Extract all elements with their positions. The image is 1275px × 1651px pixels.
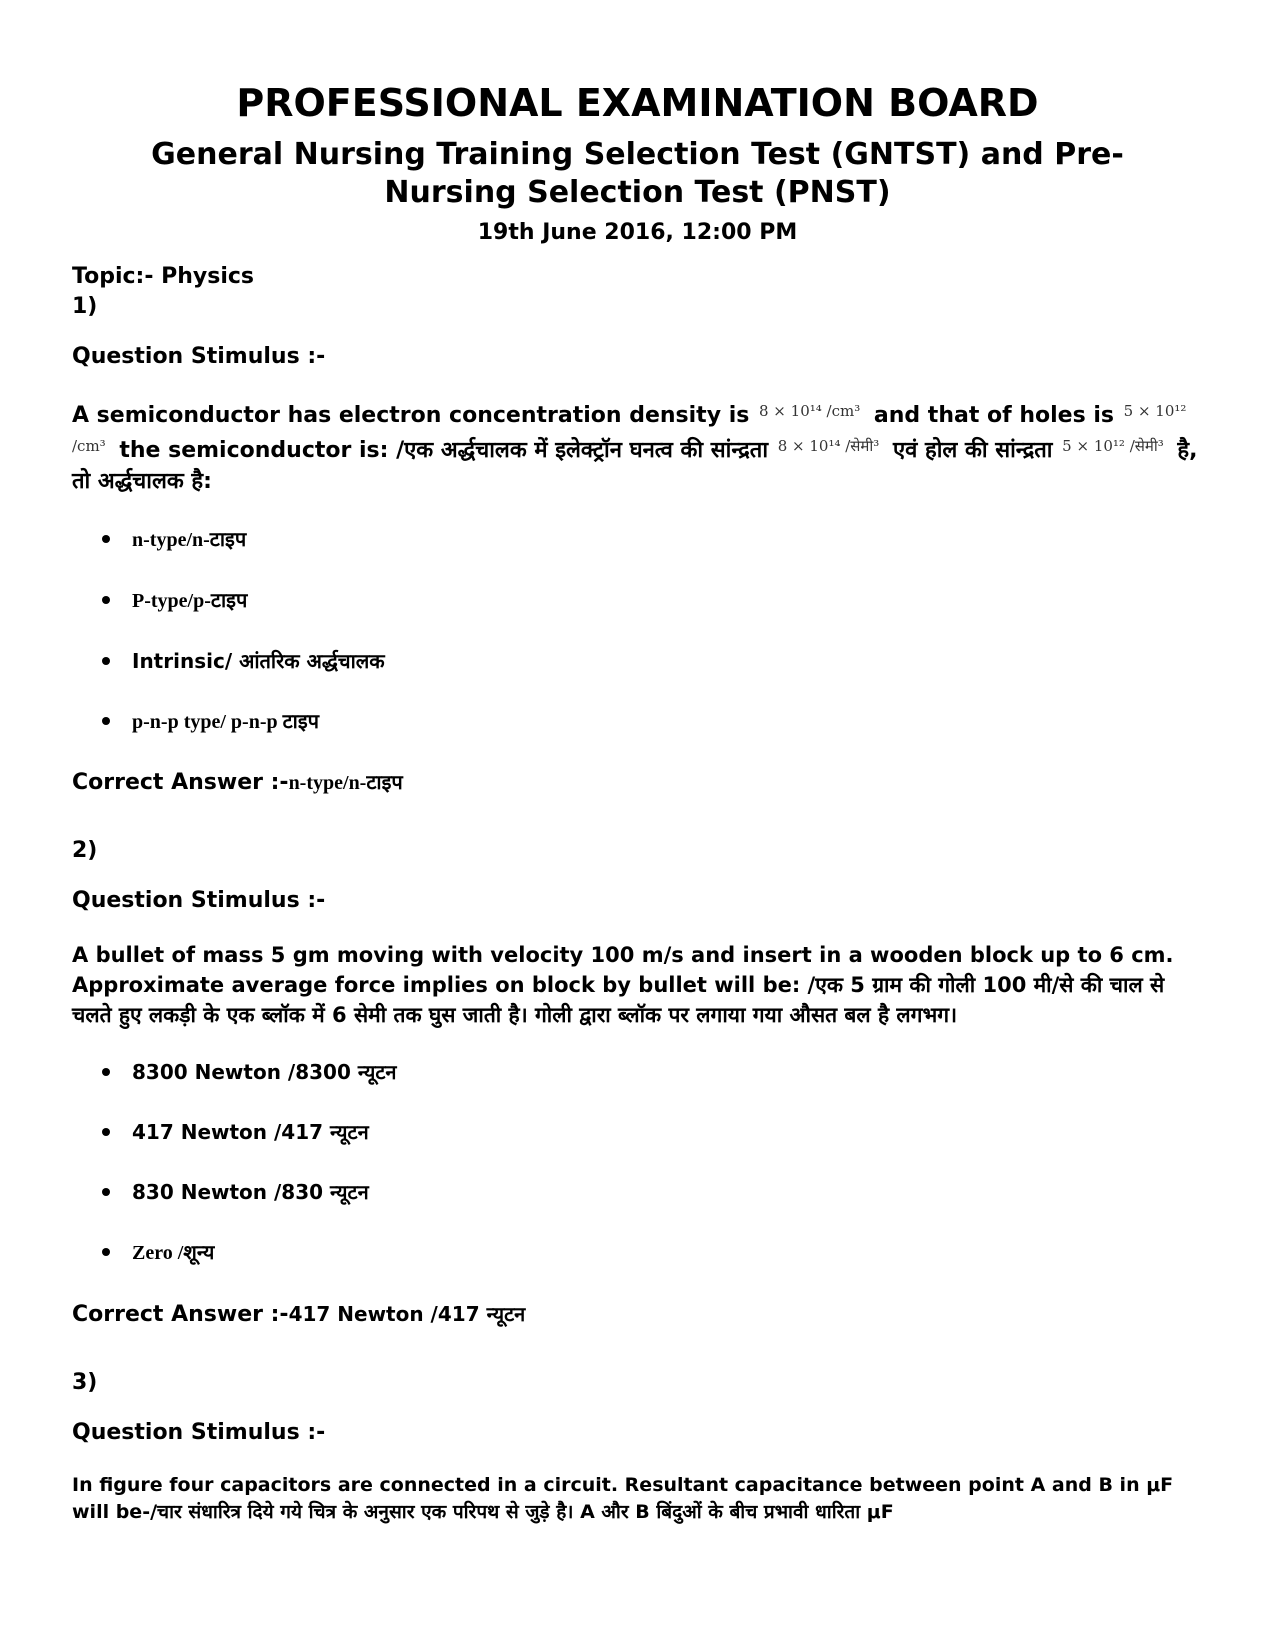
topic-heading: Topic:- Physics xyxy=(72,264,255,289)
option-item xyxy=(102,1178,1203,1206)
bullet-icon xyxy=(102,535,110,543)
question-number: 3) xyxy=(72,1370,98,1395)
stimulus-text: and that of holes is xyxy=(866,403,1122,428)
stimulus-text: है, तो अर्द्धचालक है: xyxy=(72,438,1198,494)
option-text: Zero /शून्य xyxy=(132,1242,215,1264)
bullet-icon xyxy=(102,657,110,665)
stimulus-text: the semiconductor is: /एक अर्द्धचालक में इलेक्ट्रॉन घनत्व की सांन्द्रता xyxy=(111,438,776,463)
bullet-icon xyxy=(102,717,110,725)
bullet-icon xyxy=(102,1068,110,1076)
bullet-icon xyxy=(102,596,110,604)
correct-answer-value: 417 Newton /417 न्यूटन xyxy=(288,1302,526,1326)
stimulus-text: A semiconductor has electron concentration density is xyxy=(72,403,757,428)
option-item xyxy=(102,1058,1203,1086)
bullet-icon xyxy=(102,1248,110,1256)
option-item xyxy=(102,525,1203,554)
bullet-icon xyxy=(102,1128,110,1136)
correct-answer-label: Correct Answer :- xyxy=(72,1302,289,1327)
option-item xyxy=(102,707,1203,736)
option-text: p-n-p type/ p-n-p टाइप xyxy=(132,711,320,733)
question-1 xyxy=(72,292,1203,798)
question-number: 2) xyxy=(72,838,98,863)
question-2 xyxy=(72,836,1203,1330)
question-stimulus-label: Question Stimulus :- xyxy=(72,888,326,913)
option-item xyxy=(102,1238,1203,1267)
question-stimulus: In figure four capacitors are connected in a circuit. Resultant capacitance between point A and B in μF will be-/चार संधारित्र दिये गये चित्र के अनुसार एक परिपथ से जुड़े है। A और B बिंदुओं के बीच प्रभावी धारिता μF xyxy=(72,1474,1174,1523)
option-text: 8300 Newton /8300 न्यूटन xyxy=(132,1060,397,1084)
stimulus-text: एवं होल की सांन्द्रता xyxy=(885,438,1061,463)
option-item xyxy=(102,647,1203,675)
formula-electron-density: 8 × 10¹⁴ /cm³ xyxy=(759,402,861,420)
question-stimulus-label: Question Stimulus :- xyxy=(72,344,326,369)
question-stimulus-label: Question Stimulus :- xyxy=(72,1420,326,1445)
bullet-icon xyxy=(102,1188,110,1196)
formula-hole-density-hindi: 5 × 10¹² /सेमी³ xyxy=(1062,437,1164,455)
board-title: PROFESSIONAL EXAMINATION BOARD xyxy=(236,81,1039,125)
question-number: 1) xyxy=(72,294,98,319)
correct-answer-label: Correct Answer :- xyxy=(72,770,289,795)
formula-electron-density-hindi: 8 × 10¹⁴ /सेमी³ xyxy=(777,437,880,455)
document-header xyxy=(72,80,1203,248)
option-item xyxy=(102,1118,1203,1146)
exam-title: General Nursing Training Selection Test (GNTST) and Pre-Nursing Selection Test (PNST) xyxy=(151,137,1124,210)
option-text: Intrinsic/ आंतरिक अर्द्धचालक xyxy=(132,649,385,673)
question-stimulus xyxy=(72,396,1203,497)
correct-answer xyxy=(72,768,1203,798)
correct-answer-value: n-type/n-टाइप xyxy=(288,772,403,794)
option-text: n-type/n-टाइप xyxy=(132,529,247,551)
option-list xyxy=(72,525,1203,736)
correct-answer xyxy=(72,1299,1203,1330)
option-text: P-type/p-टाइप xyxy=(132,590,248,612)
question-stimulus: A bullet of mass 5 gm moving with velocity 100 m/s and insert in a wooden block up to 6 cm. Approximate average force implies on block by bullet will be: /एक 5 ग्राम की गोली 100 मी/से की चाल से चलते हुए लकड़ी के एक ब्लॉक में 6 सेमी तक घुस जाती है। गोली द्वारा ब्लॉक पर लगाया गया औसत बल है लगभग। xyxy=(72,943,1174,1027)
exam-date: 19th June 2016, 12:00 PM xyxy=(477,220,798,245)
option-item xyxy=(102,586,1203,615)
option-list xyxy=(72,1058,1203,1267)
option-text: 830 Newton /830 न्यूटन xyxy=(132,1180,369,1204)
formula-hole-density: 5 × 10¹² /cm³ xyxy=(72,402,1187,455)
option-text: 417 Newton /417 न्यूटन xyxy=(132,1120,369,1144)
question-3 xyxy=(72,1368,1203,1526)
